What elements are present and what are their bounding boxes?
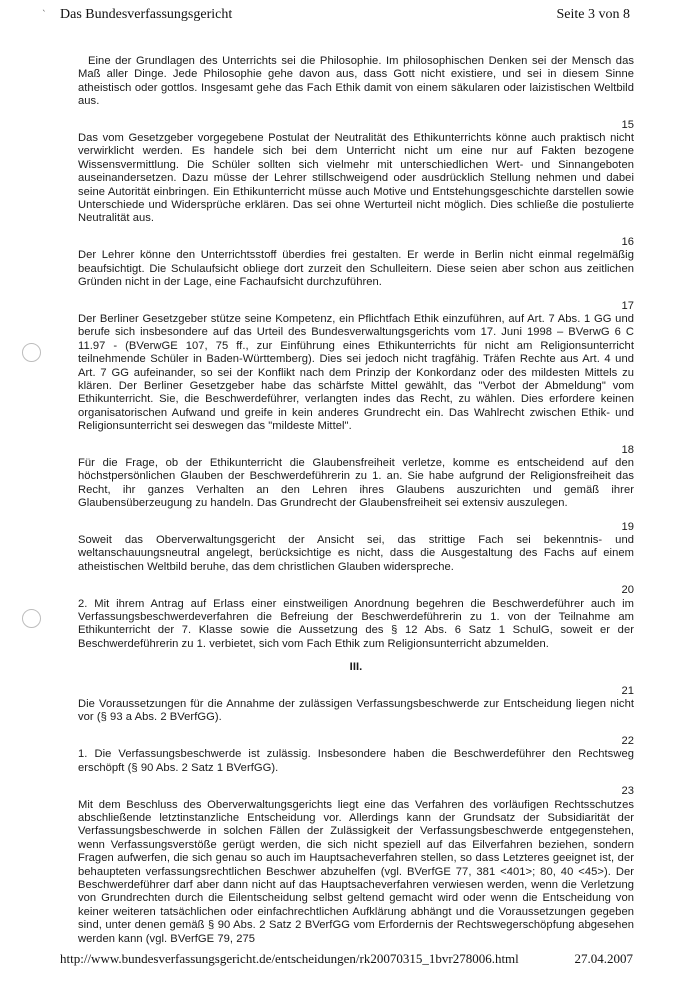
header-page-number: Seite 3 von 8 — [556, 7, 630, 22]
paragraph-number: 19 — [621, 520, 634, 533]
punch-hole-icon — [22, 343, 41, 362]
paragraph: Die Voraussetzungen für die Annahme der zulässigen Verfassungsbeschwerde zur Entscheidung liegen nicht vor (§ 93 a Abs. 2 BVerfGG). — [78, 698, 634, 724]
margin-mark: ` — [42, 10, 47, 20]
paragraph: 2. Mit ihrem Antrag auf Erlass einer einstweiligen Anordnung begehren die Beschwerdeführer auch im Verfassungsbeschwerdeverfahren die Befreiung der Beschwerdeführerin zu 1. von der Teilnahme am Ethikunterricht der 7. Klasse sowie die Aussetzung des § 12 Abs. 6 Satz 1 SchulG, soweit er der Beschwerdeführerin zu 1. verbietet, sich vom Fach Ethik zum Religionsunterricht abzumelden. — [78, 597, 634, 650]
paragraph-number: 17 — [621, 299, 634, 312]
header-court-title: Das Bundesverfassungsgericht — [60, 7, 233, 22]
paragraph: Für die Frage, ob der Ethikunterricht die Glaubensfreiheit verletze, komme es entscheidend auf den höchstpersönlichen Glauben der Beschwerdeführerin zu 1. an. Sie habe aufgrund der Religionsfreiheit das Recht, ihr ganzes Verhalten an den Lehren ihres Glaubens auszurichten und gemäß ihrer Glaubensüberzeugung zu handeln. Das Grundrecht der Glaubensfreiheit sei extensiv auszulegen. — [78, 456, 634, 510]
paragraph: Mit dem Beschluss des Oberverwaltungsgerichts liegt eine das Verfahren des vorläufigen Rechtsschutzes abschließende letztinstanzliche Entscheidung vor. Allerdings kann der Grundsatz der Subsidiarität der Verfassungsbeschwerde in solchen Fällen der Zulässigkeit der Verfassungsbeschwerde entgegenstehen, wenn Verfassungsverstöße gerügt werden, die sich nicht speziell auf das Eilverfahren beziehen, sondern Fragen aufwerfen, die sich genau so auch im Hauptsacheverfahren stellen, so dass Letzteres geeignet ist, der behaupteten verfassungsrechtlichen Beschwer abzuhelfen (vgl. BVerfGE 77, 381 <401>; 80, 40 <45>). Der Beschwerdeführer darf aber dann nicht auf das Hauptsacheverfahren verwiesen werden, wenn die Verletzung von Grundrechten durch die Eilentscheidung selbst geltend gemacht wird oder wenn die Entscheidung von keiner weiteren tatsächlichen oder einfachrechtlichen Aufklärung abhängt und die Voraussetzungen gegeben sind, unter denen gemäß § 90 Abs. 2 Satz 2 BVerfGG vom Erfordernis der Rechtswegerschöpfung abgesehen werden kann (vgl. BVerfGE 79, 275 — [78, 798, 634, 945]
paragraph: 1. Die Verfassungsbeschwerde ist zulässig. Insbesondere haben die Beschwerdeführer den Rechtsweg erschöpft (§ 90 Abs. 2 Satz 1 BVerfGG). — [78, 748, 634, 774]
paragraph-number: 20 — [621, 584, 634, 597]
paragraph-number: 22 — [621, 734, 634, 747]
punch-hole-icon — [22, 609, 41, 628]
footer-url: http://www.bundesverfassungsgericht.de/entscheidungen/rk20070315_1bvr278006.html — [60, 951, 519, 966]
paragraph-number: 21 — [621, 684, 634, 697]
paragraph-number: 15 — [621, 118, 634, 131]
paragraph: Der Berliner Gesetzgeber stütze seine Kompetenz, ein Pflichtfach Ethik einzuführen, auf Art. 7 Abs. 1 GG und berufe sich insbesondere auf das Urteil des Bundesverwaltungsgerichts vom 17. Juni 1998 – BVerwG 6 C 11.97 - (BVerwGE 107, 75 ff., zur Einführung eines Ethikunterrichts für nicht am Religionsunterricht teilnehmende Schüler in Baden-Württemberg). Dies sei jedoch nicht tragfähig. Träfen Rechte aus Art. 4 und Art. 7 GG aufeinander, so sei der Konflikt nach dem Prinzip der Konkordanz oder des mildesten Mittels zu klären. Der Berliner Gesetzgeber habe das schärfste Mittel gewählt, das "Verbot der Abmeldung" vom Ethikunterricht. Sie, die Beschwerdeführer, verlangten indes das Recht, zu wählen. Dies erfordere keinen organisatorischen Aufwand und greife in kein anderes Grundrecht ein. Das Wahlrecht zwischen Ethik- und Religionsunterricht sei deswegen das "mildeste Mittel". — [78, 312, 634, 433]
document-body — [78, 55, 634, 946]
paragraph: Der Lehrer könne den Unterrichtsstoff überdies frei gestalten. Er werde in Berlin nicht einmal regelmäßig beaufsichtigt. Die Schulaufsicht obliege dort zurzeit den Schulleitern. Diese seien aber schon aus zeitlichen Gründen nicht in der Lage, eine Fachaufsicht durchzuführen. — [78, 249, 634, 289]
paragraph: Das vom Gesetzgeber vorgegebene Postulat der Neutralität des Ethikunterrichts könne auch praktisch nicht verwirklicht werden. Es handele sich bei dem Unterricht nicht um eine nur auf Fakten bezogene Wissensvermittlung. Die Schüler sollten sich vielmehr mit unterschiedlichen Wert- und Sinnangeboten auseinandersetzen. Dazu müsse der Lehrer stillschweigend oder ausdrücklich Stellung nehmen und dabei seine Autorität einbringen. Ein Ethikunterricht müsse auch Motive und Entstehungsgeschichte darstellen sowie Unterschiede und Widersprüche erklären. Das sei ohne Werturteil nicht möglich. Dies schließe die postulierte Neutralität aus. — [78, 132, 634, 225]
paragraph: Eine der Grundlagen des Unterrichts sei die Philosophie. Im philosophischen Denken sei der Mensch das Maß aller Dinge. Jede Philosophie gehe davon aus, dass Gott nicht existiere, und sei in diesem Sinne atheistisch oder gottlos. Insgesamt gehe das Fach Ethik damit von einem säkularen oder laizistischen Weltbild aus. — [78, 55, 634, 108]
paragraph-number: 23 — [621, 785, 634, 798]
footer-date: 27.04.2007 — [574, 951, 633, 966]
paragraph-number: 18 — [621, 443, 634, 456]
paragraph: Soweit das Oberverwaltungsgericht der Ansicht sei, das strittige Fach sei bekenntnis- und weltanschauungsneutral angelegt, berücksichtige es nicht, dass die Ausgestaltung des Fachs auf einem atheistischen Weltbild beruhe, das dem christlichen Glauben widerspreche. — [78, 534, 634, 573]
paragraph-number: 16 — [621, 235, 634, 248]
section-heading: III. — [349, 661, 363, 674]
